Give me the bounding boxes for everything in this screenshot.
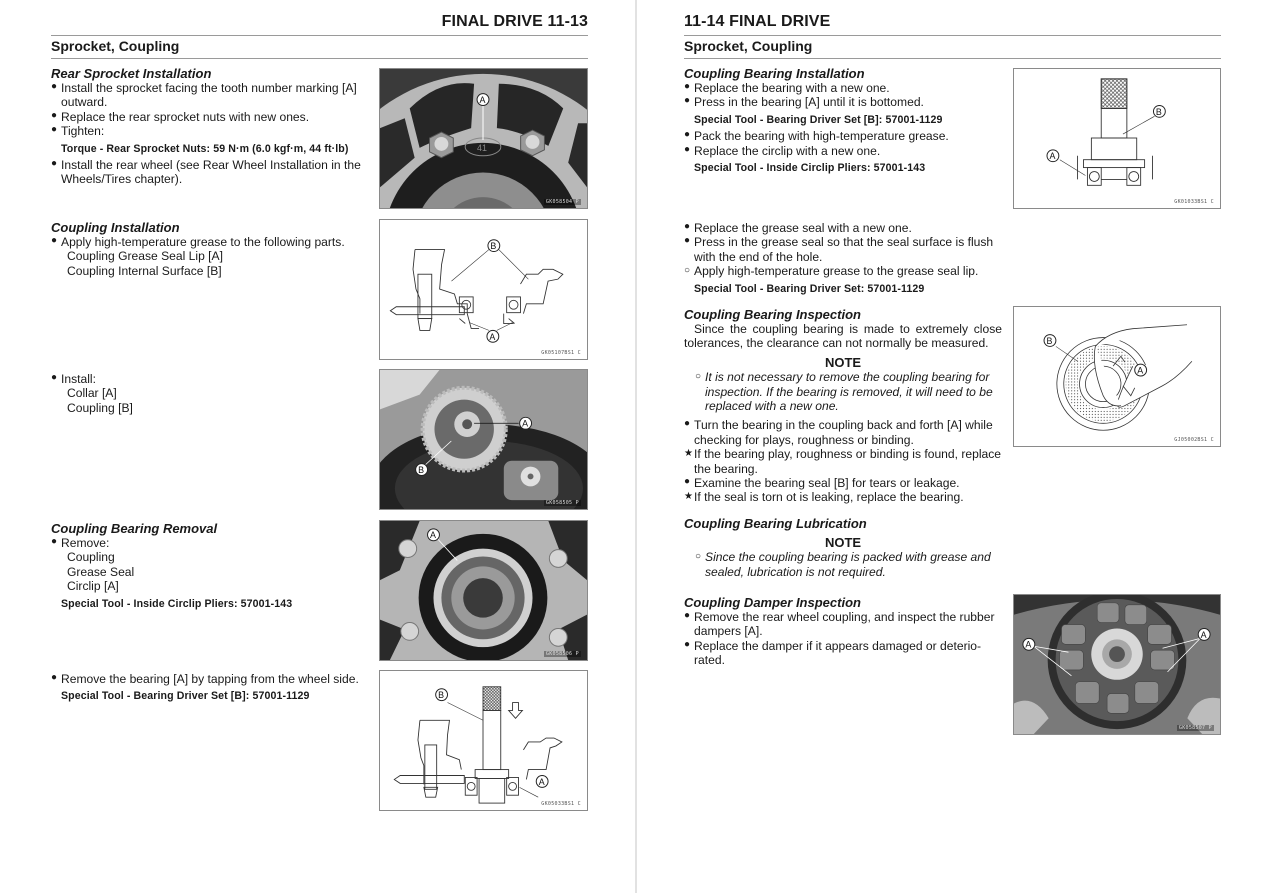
subsection-heading: Coupling Bearing Lubrication [684, 516, 867, 531]
subsection-heading: Coupling Bearing Removal [51, 521, 218, 536]
damper-photo-illustration [1014, 595, 1220, 734]
figure-code: GJ05002BS1 C [1174, 437, 1214, 443]
subsection-heading: Rear Sprocket Installation [51, 66, 212, 81]
svg-text:A: A [1025, 639, 1032, 650]
rear-sprocket-installation [51, 66, 369, 187]
svg-text:A: A [1137, 365, 1144, 376]
special-tool: Special Tool - Inside Circlip Pliers: 57001-143 [61, 597, 293, 610]
svg-text:B: B [490, 241, 497, 252]
svg-text:A: A [479, 95, 486, 106]
list-item: ● Install the rear wheel (see Rear Wheel Installation in the Wheels/Tires chapter). [51, 158, 361, 187]
list-item: ● Replace the grease seal with a new one. [684, 221, 912, 235]
sub-item: Coupling Internal Surface [B] [67, 263, 222, 278]
section-title: Sprocket, Coupling [684, 38, 813, 54]
list-item: ● Remove: [51, 536, 110, 550]
figure-coupling-grease-diagram [379, 219, 588, 360]
list-item: ● Tighten: [51, 124, 105, 139]
bearing-removal-photo-illustration [380, 521, 587, 660]
torque-spec: Torque - Rear Sprocket Nuts: 59 N·m (6.0 kgf·m, 44 ft·lb) [61, 142, 349, 155]
svg-text:A: A [430, 530, 436, 541]
coupling-damper-inspection [684, 595, 1002, 668]
figure-code: GK01033BS1 C [1174, 199, 1214, 205]
section-title: Sprocket, Coupling [51, 38, 180, 54]
figure-bearing-removal-photo [379, 520, 588, 661]
right-page [684, 0, 1221, 893]
svg-text:B: B [438, 690, 445, 701]
special-tool: Special Tool - Bearing Driver Set [B]: 57001-1129 [61, 690, 310, 703]
svg-text:A: A [1200, 629, 1207, 640]
figure-code: GK058507 P [1178, 725, 1212, 731]
bullet-icon: ● [684, 638, 691, 650]
sprocket-photo-illustration [380, 69, 587, 208]
bullet-icon: ● [684, 418, 691, 430]
sub-item: Coupling [B] [67, 400, 133, 415]
bullet-icon: ● [684, 476, 691, 488]
svg-text:B: B [1155, 106, 1162, 117]
note-text: ○ It is not necessary to remove the coupling bearing for inspection. If the bearing is removed, it will need to be replaced with a new one. [695, 370, 993, 414]
figure-bearing-driver-diagram [379, 670, 588, 811]
figure-code: GK058506 P [545, 651, 579, 657]
list-item: ● Turn the bearing in the coupling back and forth [A] while checking for plays, roughness or binding. [684, 418, 993, 447]
bullet-icon: ● [51, 158, 58, 170]
bearing-installation-diagram [1014, 69, 1220, 208]
coupling-bearing-inspection [684, 307, 1002, 505]
svg-text:A: A [522, 418, 529, 429]
list-item-conditional: ★ If the seal is torn ot is leaking, replace the bearing. [684, 490, 964, 505]
special-tool: Special Tool - Inside Circlip Pliers: 57001-143 [694, 162, 926, 175]
bullet-icon: ● [51, 235, 58, 246]
bullet-icon: ● [684, 129, 691, 141]
circle-icon: ○ [695, 551, 702, 563]
note-title: NOTE [824, 354, 862, 370]
list-item: ● Replace the bearing with a new one. [684, 81, 890, 95]
star-icon: ★ [684, 448, 693, 460]
figure-code: GK05107BS1 C [541, 350, 581, 356]
install-collar-coupling [51, 372, 369, 415]
note-text: ○ Since the coupling bearing is packed with grease and sealed, lubrication is not required. [695, 550, 991, 579]
bullet-icon: ● [684, 95, 691, 107]
sub-item: Coupling Grease Seal Lip [A] [67, 249, 223, 264]
bearing-inspection-diagram [1014, 307, 1220, 446]
list-item: ● Press in the grease seal so that the seal surface is flush with the end of the hole. [684, 235, 994, 264]
svg-text:B: B [1046, 335, 1053, 346]
coupling-bearing-lubrication [684, 516, 1002, 579]
figure-code: GK058505 P [545, 500, 579, 506]
svg-text:A: A [538, 776, 545, 787]
bullet-icon: ● [51, 81, 58, 92]
svg-text:A: A [1049, 151, 1056, 162]
coupling-installation [51, 220, 369, 278]
bearing-driver-diagram [380, 671, 587, 810]
list-item: ● Replace the rear sprocket nuts with new ones. [51, 109, 310, 124]
list-item: ● Apply high-temperature grease to the following parts. [51, 235, 345, 249]
bullet-icon: ● [51, 124, 58, 136]
list-item: ● Press in the bearing [A] until it is bottomed. [684, 95, 924, 110]
list-item: ● Remove the bearing [A] by tapping from the wheel side. [51, 672, 359, 686]
bullet-icon: ● [684, 143, 691, 155]
sub-item: Grease Seal [67, 564, 135, 579]
bullet-icon: ● [51, 109, 58, 121]
list-item-substep: ○ Apply high-temperature grease to the grease seal lip. [684, 264, 979, 279]
special-tool: Special Tool - Bearing Driver Set: 57001-1129 [694, 282, 925, 295]
coupling-bearing-removal [51, 521, 369, 613]
bullet-icon: ● [684, 221, 691, 232]
figure-rear-sprocket-photo [379, 68, 588, 209]
svg-text:41: 41 [477, 142, 487, 153]
svg-text:A: A [489, 331, 496, 342]
svg-text:B: B [418, 465, 425, 476]
coupling-bearing-installation [684, 66, 1002, 177]
header-rule [684, 35, 1221, 36]
list-item: ● Install the sprocket facing the tooth number marking [A] outward. [51, 81, 357, 110]
figure-bearing-installation-diagram [1013, 68, 1221, 209]
subsection-heading: Coupling Bearing Inspection [684, 307, 861, 322]
sub-item: Coupling [67, 550, 115, 565]
collar-coupling-photo-illustration [380, 370, 587, 509]
grease-seal-installation [684, 221, 1002, 298]
figure-bearing-inspection-diagram [1013, 306, 1221, 447]
figure-collar-coupling-photo [379, 369, 588, 510]
figure-damper-photo [1013, 594, 1221, 735]
list-item-conditional: ★ If the bearing play, roughness or binding is found, replace the bearing. [684, 447, 1002, 476]
list-item: ● Examine the bearing seal [B] for tears or leakage. [684, 476, 960, 491]
page-spine-divider [635, 0, 637, 893]
section-rule [51, 58, 588, 59]
bullet-icon: ● [684, 81, 691, 92]
list-item: ● Install: [51, 372, 96, 386]
subsection-heading: Coupling Damper Inspection [684, 595, 861, 610]
running-head: FINAL DRIVE 11-13 [441, 13, 588, 30]
bullet-icon: ● [684, 610, 691, 621]
figure-code: GK058504 P [545, 199, 579, 205]
bullet-icon: ● [51, 372, 58, 383]
note-title: NOTE [824, 535, 862, 550]
subsection-heading: Coupling Bearing Installation [684, 66, 865, 81]
subsection-heading: Coupling Installation [51, 220, 180, 235]
list-item: ● Remove the rear wheel coupling, and inspect the rubber dampers [A]. [684, 610, 995, 639]
sub-item: Collar [A] [67, 386, 117, 401]
paragraph: Since the coupling bearing is made to extremely close tolerances, the clearance can not normally be measured. [684, 322, 1002, 351]
sub-item: Circlip [A] [67, 579, 119, 594]
bullet-icon: ● [51, 536, 58, 547]
bullet-icon: ● [51, 672, 58, 683]
circle-icon: ○ [684, 265, 691, 277]
special-tool: Special Tool - Bearing Driver Set [B]: 57001-1129 [694, 113, 943, 126]
coupling-grease-diagram [380, 220, 587, 359]
figure-code: GK05033BS1 C [541, 801, 581, 807]
header-rule [51, 35, 588, 36]
star-icon: ★ [684, 491, 693, 503]
running-head: 11-14 FINAL DRIVE [684, 13, 831, 30]
circle-icon: ○ [695, 371, 702, 383]
section-rule [684, 58, 1221, 59]
left-page [51, 0, 588, 893]
remove-bearing [51, 672, 369, 706]
list-item: ● Replace the damper if it appears damaged or deterio-rated. [684, 638, 982, 668]
list-item: ● Replace the circlip with a new one. [684, 143, 881, 158]
bullet-icon: ● [684, 235, 691, 247]
list-item: ● Pack the bearing with high-temperature grease. [684, 129, 949, 144]
